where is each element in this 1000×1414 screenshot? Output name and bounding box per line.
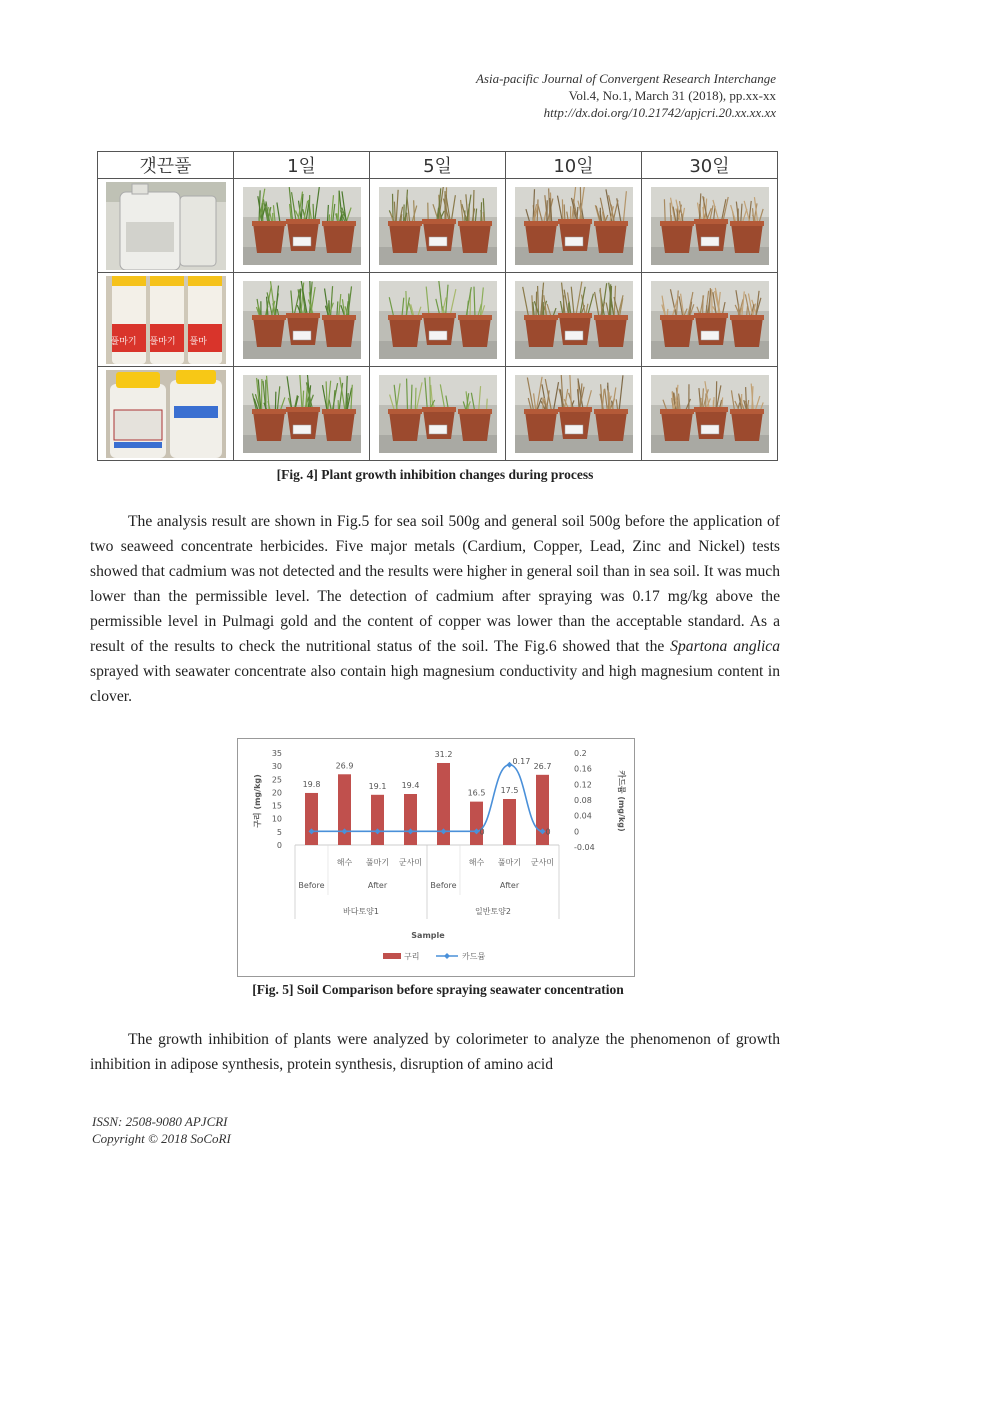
group-label: 일반토양2 — [474, 907, 512, 916]
body-paragraph-1 — [90, 509, 780, 709]
legend-swatch-copper — [383, 953, 401, 959]
left-tick-label: 0 — [276, 841, 282, 850]
col-header-day1: 1일 — [234, 152, 370, 179]
col-header-species: 갯끈풀 — [98, 152, 234, 179]
group-label: 바다토양1 — [342, 907, 380, 916]
right-tick-label: -0.04 — [574, 843, 595, 852]
point-value-label: 0 — [479, 827, 485, 837]
figure-4-table — [97, 151, 778, 461]
plant-photo-r2-d30 — [642, 273, 778, 367]
bar-value-label: 19.1 — [368, 781, 387, 791]
left-tick-label: 30 — [271, 762, 282, 772]
plant-photo-r1-d5 — [370, 179, 506, 273]
volume-info: Vol.4, No.1, March 31 (2018), pp.xx-xx — [568, 88, 776, 103]
bar-value-label: 17.5 — [500, 786, 519, 795]
plant-photo-r3-d10 — [506, 367, 642, 461]
col-header-day10: 10일 — [506, 152, 642, 179]
stage-label: Before — [430, 881, 457, 890]
left-axis-title: 구리 (mg/kg) — [253, 774, 262, 828]
bar-value-label: 19.8 — [302, 779, 321, 789]
category-label: 풀마기 — [365, 858, 390, 867]
right-axis-title: 카드뮴 (mg/kg) — [617, 770, 626, 832]
bar-copper — [371, 795, 384, 845]
legend-label-cadmium: 카드뮴 — [462, 952, 486, 961]
category-label: 해수 — [468, 858, 485, 867]
figure-4-caption: [Fig. 4] Plant growth inhibition changes during process — [276, 467, 594, 482]
plant-photo-r1-d10 — [506, 179, 642, 273]
doi-link[interactable]: http://dx.doi.org/10.21742/apjcri.20.xx.xx.xx — [543, 105, 776, 120]
bar-copper — [503, 799, 516, 845]
left-tick-label: 10 — [271, 814, 282, 824]
plant-photo-r2-d1 — [234, 273, 370, 367]
legend-marker-cadmium — [444, 953, 450, 959]
chart-svg — [238, 739, 634, 976]
product-photo-pulmagi — [98, 273, 234, 367]
bottle-label-a: 풀마기 — [110, 336, 137, 347]
bar-value-label: 26.7 — [533, 761, 552, 771]
category-label: 풀마기 — [497, 858, 522, 867]
bar-value-label: 26.9 — [335, 761, 354, 771]
right-tick-label: 0.04 — [574, 811, 592, 821]
bar-copper — [338, 774, 351, 845]
right-tick-label: 0.2 — [574, 749, 587, 758]
right-tick-label: 0.12 — [574, 780, 592, 790]
paragraph-1-text-b: sprayed with seawater concentrate also contain high magnesium conductivity and high magnesium content in clover. — [90, 663, 780, 705]
stage-label: After — [499, 881, 520, 890]
left-tick-label: 20 — [271, 788, 282, 798]
paragraph-1-text-a: The analysis result are shown in Fig.5 for sea soil 500g and general soil 500g before the application of two seaweed concentrate herbicides. Five major metals (Cardium, Copper, Lead, Zinc and Nickel) tests showed that cadmium was not detected and the results were higher in general soil than in sea soil. It was much lower than the permissible level. The detection of cadmium after spraying was 0.17 mg/kg above the permissible level in Pulmagi gold and the content of copper was lower than the acceptable standard. As a result of the results to check the nutritional status of the soil. The Fig.6 showed that the — [90, 513, 780, 655]
x-axis-title: Sample — [411, 931, 445, 940]
col-header-day30: 30일 — [642, 152, 778, 179]
bottle-label-c: 풀마 — [189, 336, 207, 347]
issn: ISSN: 2508-9080 APJCRI — [92, 1114, 228, 1129]
point-value-label: 0.17 — [512, 756, 531, 766]
product-photo-canister — [98, 179, 234, 273]
right-tick-label: 0 — [574, 827, 580, 837]
right-tick-label: 0.08 — [574, 796, 592, 805]
left-tick-label: 25 — [271, 775, 282, 785]
plant-photo-r2-d5 — [370, 273, 506, 367]
bar-copper — [404, 794, 417, 845]
category-label: 해수 — [336, 858, 353, 867]
legend-label-copper: 구리 — [404, 952, 420, 961]
bar-copper — [305, 793, 318, 845]
plant-photo-r1-d1 — [234, 179, 370, 273]
bar-value-label: 19.4 — [401, 781, 420, 791]
plant-photo-r2-d10 — [506, 273, 642, 367]
point-value-label: 0 — [545, 827, 551, 837]
figure-5-chart — [237, 738, 635, 977]
copyright: Copyright © 2018 SoCoRI — [92, 1131, 231, 1146]
plant-photo-r1-d30 — [642, 179, 778, 273]
paragraph-2-text: The growth inhibition of plants were analyzed by colorimeter to analyze the phenomenon of growth inhibition in adipose synthesis, protein synthesis, disruption of amino acid — [90, 1031, 780, 1073]
species-name-italic: Spartona anglica — [670, 638, 780, 655]
bar-value-label: 31.2 — [434, 749, 453, 759]
plant-photo-r3-d5 — [370, 367, 506, 461]
product-photo-gunsami — [98, 367, 234, 461]
category-label: 군사미 — [398, 858, 423, 867]
page-footer — [92, 1113, 231, 1147]
bar-value-label: 16.5 — [467, 788, 486, 798]
left-tick-label: 15 — [271, 801, 282, 811]
stage-label: Before — [298, 881, 325, 890]
bottle-label-b: 풀마기 — [149, 336, 176, 347]
body-paragraph-2 — [90, 1027, 780, 1077]
right-tick-label: 0.16 — [574, 764, 592, 774]
bar-copper — [470, 802, 483, 845]
left-tick-label: 35 — [271, 749, 282, 758]
left-tick-label: 5 — [276, 827, 282, 837]
running-header — [476, 70, 776, 121]
stage-label: After — [367, 881, 388, 890]
figure-5-caption: [Fig. 5] Soil Comparison before spraying seawater concentration — [252, 982, 624, 997]
journal-title: Asia-pacific Journal of Convergent Research Interchange — [475, 71, 776, 86]
category-label: 군사미 — [530, 858, 555, 867]
plant-photo-r3-d30 — [642, 367, 778, 461]
col-header-day5: 5일 — [370, 152, 506, 179]
plant-photo-r3-d1 — [234, 367, 370, 461]
